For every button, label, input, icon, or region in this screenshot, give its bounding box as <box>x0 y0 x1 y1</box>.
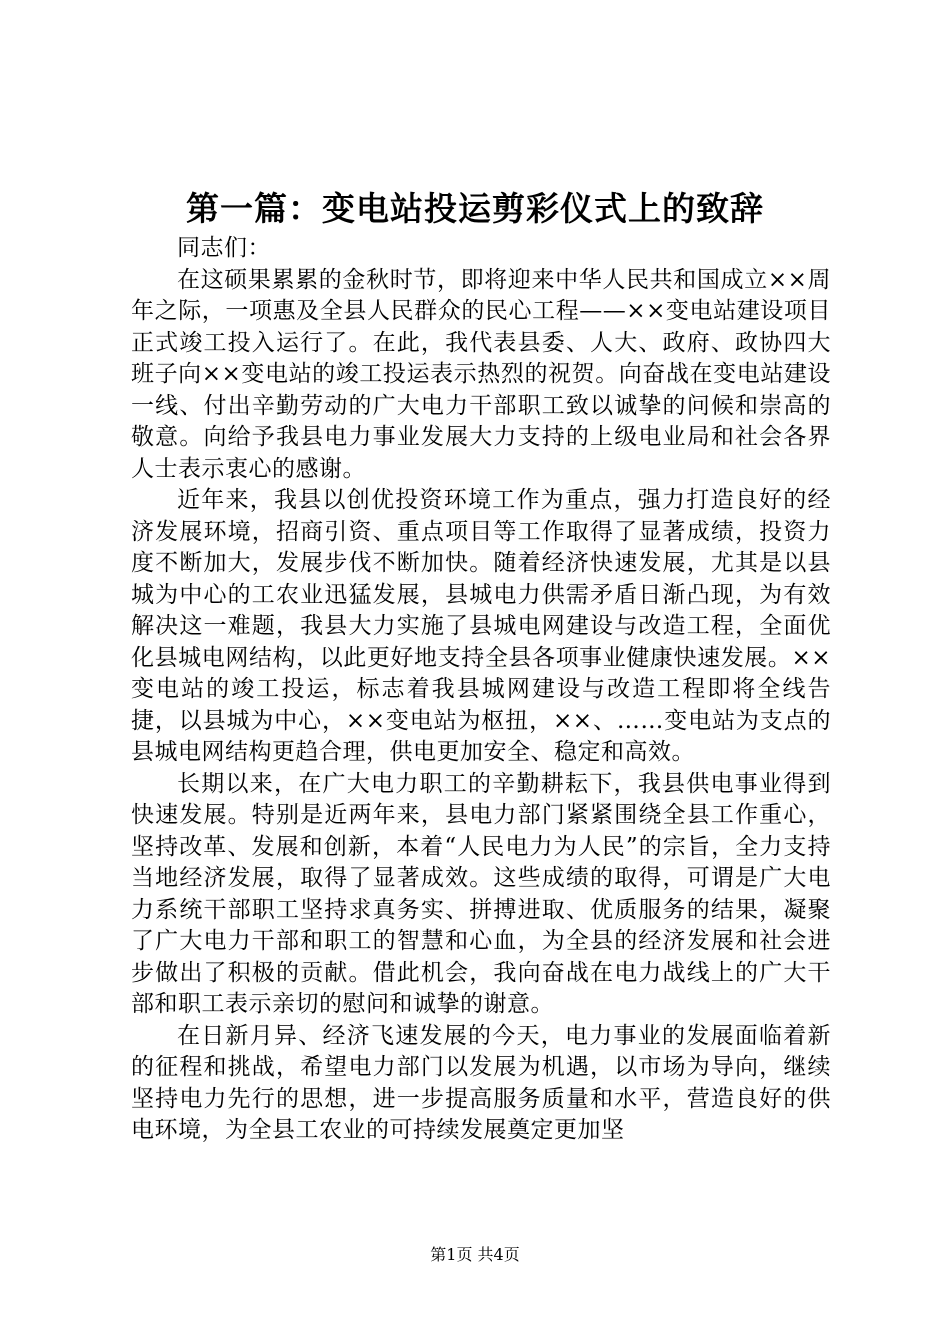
paragraph-3: 长期以来，在广大电力职工的辛勤耕耘下，我县供电事业得到快速发展。特别是近两年来，县电力部门紧紧围绕全县工作重心，坚持改革、发展和创新，本着“人民电力为人民”的宗旨，全力支持当地经济发展，取得了显著成效。这些成绩的取得，可谓是广大电力系统干部职工坚持求真务实、拼搏进取、优质服务的结果，凝聚了广大电力干部和职工的智慧和心血，为全县的经济发展和社会进步做出了积极的贡献。借此机会，我向奋战在电力战线上的广大干部和职工表示亲切的慰问和诚挚的谢意。 <box>131 770 831 1017</box>
salutation: 同志们： <box>177 235 271 261</box>
document-body <box>131 233 831 1147</box>
page-number-footer: 第1页 共4页 <box>430 1245 520 1264</box>
paragraph-1: 在这硕果累累的金秋时节，即将迎来中华人民共和国成立××周年之际，一项惠及全县人民群众的民心工程——××变电站建设项目正式竣工投入运行了。在此，我代表县委、人大、政府、政协四大班子向××变电站的竣工投运表示热烈的祝贺。向奋战在变电站建设一线、付出辛勤劳动的广大电力干部职工致以诚挚的问候和崇高的敬意。向给予我县电力事业发展大力支持的上级电业局和社会各界人士表示衷心的感谢。 <box>131 266 831 482</box>
document-title: 第一篇：变电站投运剪彩仪式上的致辞 <box>186 189 764 228</box>
paragraph-4: 在日新月异、经济飞速发展的今天，电力事业的发展面临着新的征程和挑战，希望电力部门以发展为机遇，以市场为导向，继续坚持电力先行的思想，进一步提高服务质量和水平，营造良好的供电环境，为全县工农业的可持续发展奠定更加坚 <box>131 1022 831 1143</box>
paragraph-2: 近年来，我县以创优投资环境工作为重点，强力打造良好的经济发展环境，招商引资、重点项目等工作取得了显著成绩，投资力度不断加大，发展步伐不断加快。随着经济快速发展，尤其是以县城为中心的工农业迅猛发展，县城电力供需矛盾日渐凸现，为有效解决这一难题，我县大力实施了县城电网建设与改造工程，全面优化县城电网结构，以此更好地支持全县各项事业健康快速发展。××变电站的竣工投运，标志着我县城网建设与改造工程即将全线告捷，以县城为中心，××变电站为枢扭，××、……变电站为支点的县城电网结构更趋合理，供电更加安全、稳定和高效。 <box>131 487 831 765</box>
